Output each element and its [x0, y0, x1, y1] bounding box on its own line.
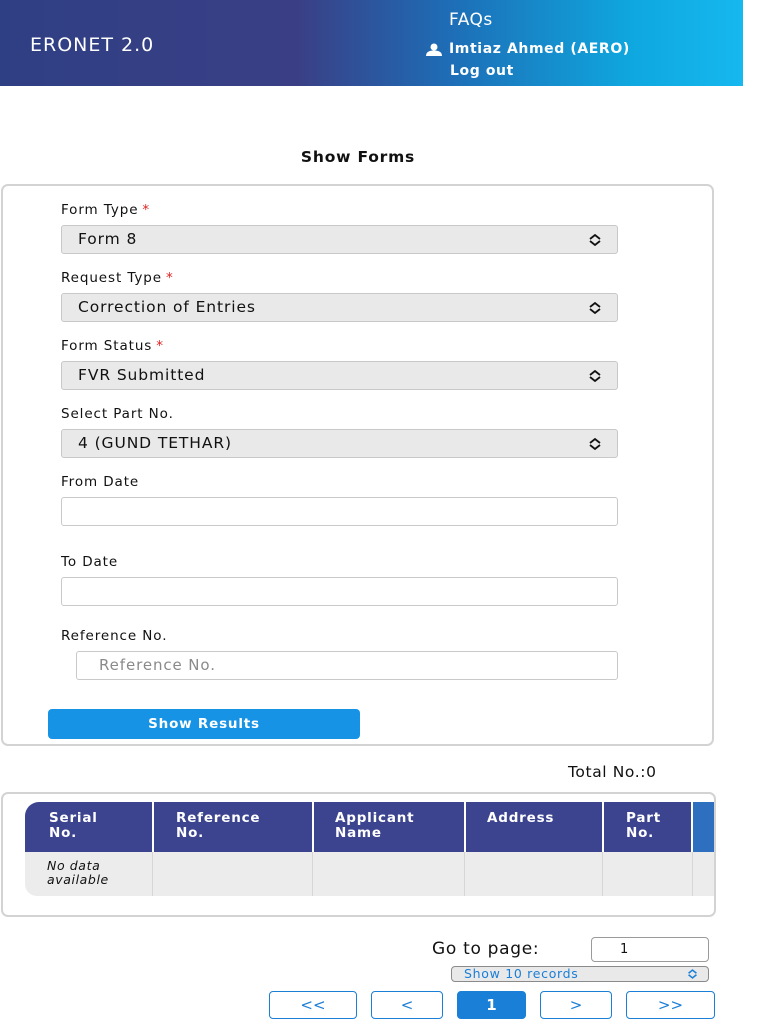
to-date-label: To Date — [61, 554, 119, 570]
from-date-input[interactable] — [61, 497, 618, 526]
form-type-label: Form Type * — [61, 202, 151, 218]
records-per-page-select[interactable]: Show 10 records — [451, 966, 709, 982]
current-page-button[interactable]: 1 — [457, 991, 526, 1019]
column-divider — [152, 802, 154, 852]
cell-divider — [692, 852, 693, 896]
column-header-serial[interactable]: Serial No. — [49, 810, 98, 841]
chevron-updown-icon — [588, 234, 602, 246]
top-navbar — [0, 0, 743, 86]
show-results-button[interactable]: Show Results — [48, 709, 360, 739]
to-date-input[interactable] — [61, 577, 618, 606]
table-row — [25, 852, 715, 896]
faqs-link[interactable]: FAQs — [449, 10, 493, 30]
form-status-select[interactable]: FVR Submitted — [61, 361, 618, 390]
page-title: Show Forms — [300, 148, 416, 166]
request-type-label: Request Type * — [61, 270, 174, 286]
part-no-label: Select Part No. — [61, 406, 174, 422]
go-to-page-input[interactable]: 1 — [591, 937, 709, 962]
go-to-page-label: Go to page: — [432, 939, 540, 959]
user-name: Imtiaz Ahmed (AERO) — [449, 41, 630, 57]
cell-divider — [464, 852, 465, 896]
chevron-updown-icon — [588, 302, 602, 314]
total-count: Total No.:0 — [568, 763, 657, 781]
cell-divider — [602, 852, 603, 896]
prev-page-button[interactable]: < — [371, 991, 443, 1019]
results-table — [1, 792, 716, 917]
part-no-select[interactable]: 4 (GUND TETHAR) — [61, 429, 618, 458]
cell-divider — [312, 852, 313, 896]
chevron-updown-icon — [588, 438, 602, 450]
table-header-row — [25, 802, 715, 852]
reference-no-input[interactable]: Reference No. — [76, 651, 618, 680]
last-page-button[interactable]: >> — [626, 991, 715, 1019]
column-divider — [464, 802, 466, 852]
column-header-part[interactable]: Part No. — [626, 810, 661, 841]
chevron-updown-icon — [687, 969, 698, 979]
chevron-updown-icon — [588, 370, 602, 382]
reference-no-label: Reference No. — [61, 628, 168, 644]
column-header-overflow — [693, 802, 715, 852]
from-date-label: From Date — [61, 474, 140, 490]
empty-table-message: No data available — [47, 858, 109, 887]
cell-divider — [152, 852, 153, 896]
column-divider — [602, 802, 604, 852]
user-menu[interactable] — [425, 41, 630, 57]
brand-title[interactable]: ERONET 2.0 — [30, 34, 155, 56]
column-header-address[interactable]: Address — [487, 810, 555, 826]
form-status-label: Form Status * — [61, 338, 164, 354]
form-type-select[interactable]: Form 8 — [61, 225, 618, 254]
column-divider — [312, 802, 314, 852]
column-header-applicant[interactable]: Applicant Name — [335, 810, 415, 841]
next-page-button[interactable]: > — [540, 991, 612, 1019]
request-type-select[interactable]: Correction of Entries — [61, 293, 618, 322]
first-page-button[interactable]: << — [269, 991, 357, 1019]
column-header-reference[interactable]: Reference No. — [176, 810, 261, 841]
person-icon — [425, 43, 443, 56]
logout-link[interactable]: Log out — [450, 63, 514, 79]
